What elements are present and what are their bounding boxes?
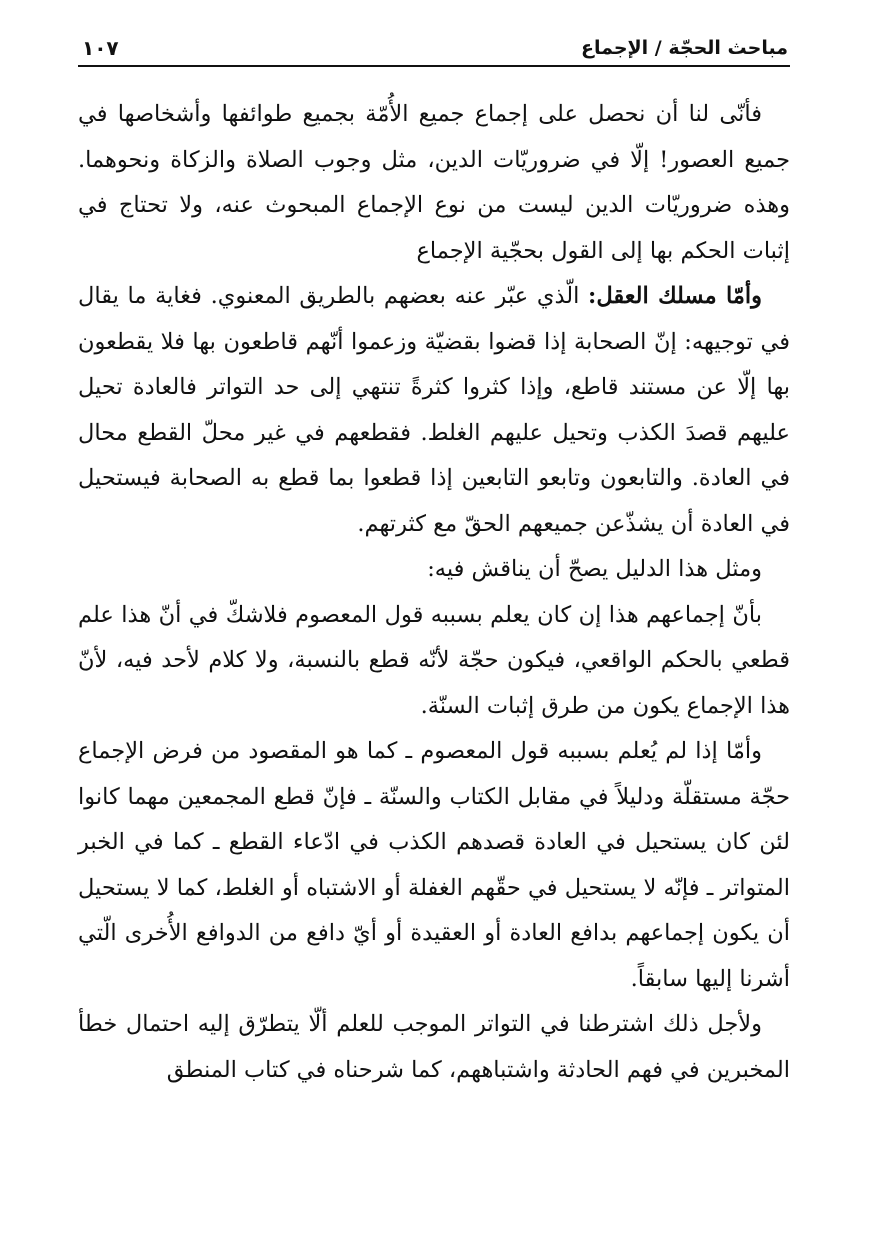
paragraph-4: بأنّ إجماعهم هذا إن كان يعلم بسببه قول المعصوم فلاشكّ في أنّ هذا علم قطعي بالحكم الواقعي، فيكون حجّة لأنّه قطع بالنسبة، ولا كلام لأحد فيه، لأنّ هذا الإجماع يكون من طرق إثبات السنّة. xyxy=(78,601,790,719)
paragraph-5: وأمّا إذا لم يُعلم بسببه قول المعصوم ـ كما هو المقصود من فرض الإجماع حجّة مستقلّة ودليلاً في مقابل الكتاب والسنّة ـ فإنّ قطع المجمعين مهما كانوا لئن كان يستحيل في العادة قصدهم الكذب في ادّعاء القطع ـ كما في الخبر المتواتر ـ فإنّه لا يستحيل في حقّهم الغفلة أو الاشتباه أو الغلط، كما لا يستحيل أن يكون إجماعهم بدافع العادة أو العقيدة أو أيّ دافع من الدوافع الأُخرى الّتي أشرنا إليها سابقاً. xyxy=(78,738,790,992)
paragraph-3: ومثل هذا الدليل يصحّ أن يناقش فيه: xyxy=(427,556,762,582)
running-title: مباحث الحجّة / الإجماع xyxy=(580,37,788,59)
paragraph-6: ولأجل ذلك اشترطنا في التواتر الموجب للعلم ألّا يتطرّق إليه احتمال خطأ المخبرين في فهم الحادثة واشتباههم، كما شرحناه في كتاب المنطق xyxy=(78,1011,790,1083)
page-header xyxy=(78,32,790,66)
header-rule xyxy=(78,65,790,67)
paragraph-1: فأنّى لنا أن نحصل على إجماع جميع الأُمّة بجميع طوائفها وأشخاصها في جميع العصور! إلّا في ضروريّات الدين، مثل وجوب الصلاة والزكاة ونحوهما. وهذه ضروريّات الدين ليست من نوع الإجماع المبحوث عنه، ولا تحتاج في إثبات الحكم بها إلى القول بحجّية الإجماع xyxy=(78,101,790,264)
page-number: ١٠٧ xyxy=(82,36,119,60)
paragraph-2-lead: وأمّا مسلك العقل: xyxy=(588,283,763,309)
paragraph-2-text: الّذي عبّر عنه بعضهم بالطريق المعنوي. فغاية ما يقال في توجيهه: إنّ الصحابة إذا قضوا بقضيّة وزعموا أنّهم قاطعون بها فلا يقطعون بها إلّا عن مستند قاطع، وإذا كثروا كثرةً تنتهي إلى حد التواتر فالعادة تحيل عليهم قصدَ الكذب وتحيل عليهم الغلط. فقطعهم في غير محلّ القطع محال في العادة. والتابعون وتابعو التابعين إذا قطعوا بما قطع به الصحابة فيستحيل في العادة أن يشذّعن جميعهم الحقّ مع كثرتهم. xyxy=(78,283,790,537)
body-text xyxy=(78,92,790,1093)
paragraph-2 xyxy=(78,274,790,547)
